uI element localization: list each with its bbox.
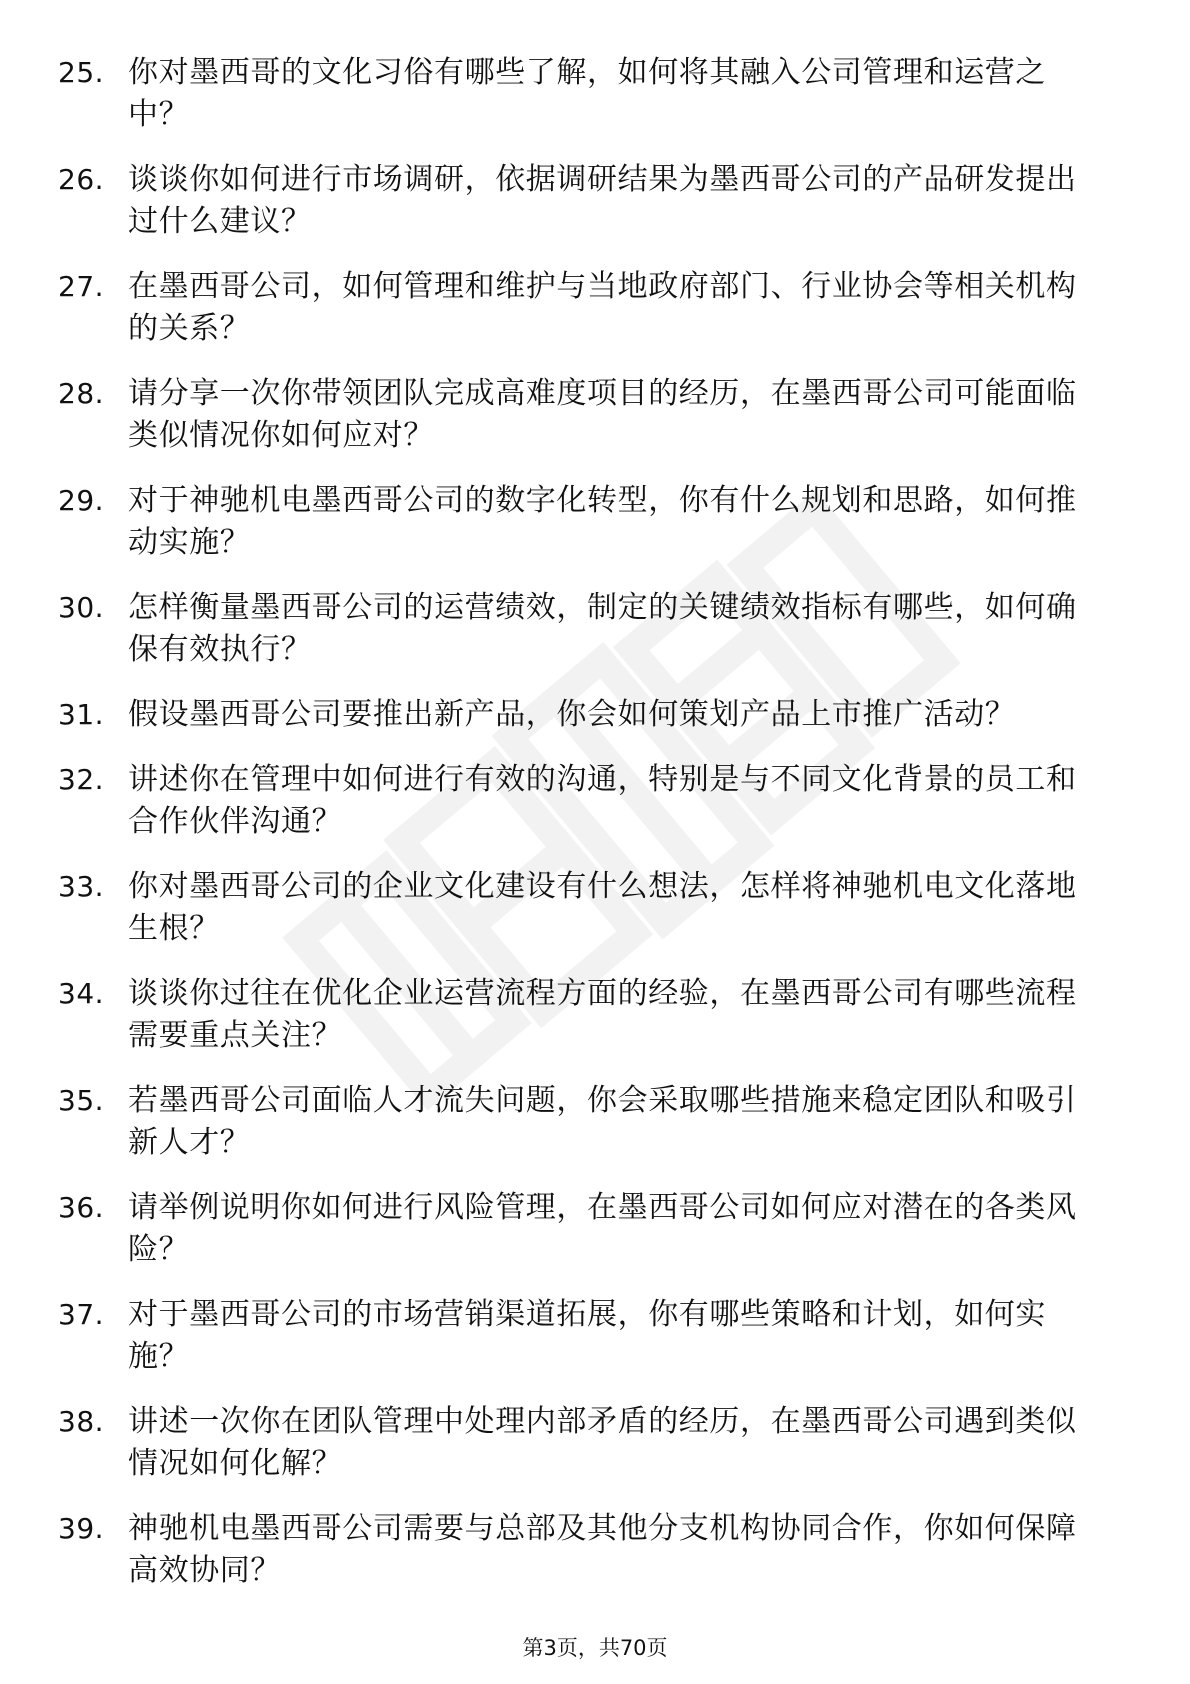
question-text: 怎样衡量墨西哥公司的运营绩效，制定的关键绩效指标有哪些，如何确保有效执行？ — [128, 590, 1077, 667]
question-text: 讲述一次你在团队管理中处理内部矛盾的经历，在墨西哥公司遇到类似情况如何化解？ — [128, 1404, 1077, 1481]
question-number: 39. — [58, 1512, 105, 1545]
question-item — [58, 159, 1118, 243]
question-number: 30. — [58, 591, 105, 624]
question-item — [58, 1294, 1118, 1378]
question-item — [58, 1508, 1118, 1592]
question-text: 假设墨西哥公司要推出新产品，你会如何策划产品上市推广活动？ — [128, 697, 1016, 732]
question-number: 33. — [58, 870, 105, 903]
question-number: 38. — [58, 1405, 105, 1438]
question-item — [58, 1187, 1118, 1271]
question-text: 若墨西哥公司面临人才流失问题，你会采取哪些措施来稳定团队和吸引新人才？ — [128, 1083, 1077, 1160]
question-number: 28. — [58, 377, 105, 410]
question-text: 在墨西哥公司，如何管理和维护与当地政府部门、行业协会等相关机构的关系？ — [128, 269, 1077, 346]
question-item — [58, 973, 1118, 1057]
question-text: 神驰机电墨西哥公司需要与总部及其他分支机构协同合作，你如何保障高效协同？ — [128, 1511, 1077, 1588]
question-text: 对于神驰机电墨西哥公司的数字化转型，你有什么规划和思路，如何推动实施？ — [128, 483, 1077, 560]
question-text: 谈谈你如何进行市场调研，依据调研结果为墨西哥公司的产品研发提出过什么建议？ — [128, 162, 1077, 239]
question-text: 请分享一次你带领团队完成高难度项目的经历，在墨西哥公司可能面临类似情况你如何应对？ — [128, 376, 1077, 453]
question-text: 你对墨西哥公司的企业文化建设有什么想法，怎样将神驰机电文化落地生根？ — [128, 869, 1077, 946]
question-text: 你对墨西哥的文化习俗有哪些了解，如何将其融入公司管理和运营之中？ — [128, 55, 1046, 132]
question-item — [58, 52, 1118, 136]
question-number: 37. — [58, 1298, 105, 1331]
question-item — [58, 759, 1118, 843]
page-footer — [0, 1634, 1190, 1662]
question-number: 35. — [58, 1084, 105, 1117]
question-item — [58, 694, 1118, 736]
page-number-label: 第3页，共70页 — [522, 1636, 668, 1660]
question-item — [58, 866, 1118, 950]
question-number: 27. — [58, 270, 105, 303]
question-item — [58, 587, 1118, 671]
question-number: 29. — [58, 484, 105, 517]
question-list — [58, 52, 1118, 1615]
question-item — [58, 1080, 1118, 1164]
question-text: 谈谈你过往在优化企业运营流程方面的经验，在墨西哥公司有哪些流程需要重点关注？ — [128, 976, 1077, 1053]
question-number: 26. — [58, 163, 105, 196]
question-number: 25. — [58, 56, 105, 89]
question-text: 对于墨西哥公司的市场营销渠道拓展，你有哪些策略和计划，如何实施？ — [128, 1297, 1046, 1374]
question-item — [58, 266, 1118, 350]
question-number: 32. — [58, 763, 105, 796]
question-number: 34. — [58, 977, 105, 1010]
question-item — [58, 373, 1118, 457]
question-number: 36. — [58, 1191, 105, 1224]
question-text: 请举例说明你如何进行风险管理，在墨西哥公司如何应对潜在的各类风险？ — [128, 1190, 1077, 1267]
question-item — [58, 480, 1118, 564]
question-number: 31. — [58, 698, 105, 731]
question-item — [58, 1401, 1118, 1485]
question-text: 讲述你在管理中如何进行有效的沟通，特别是与不同文化背景的员工和合作伙伴沟通？ — [128, 762, 1077, 839]
